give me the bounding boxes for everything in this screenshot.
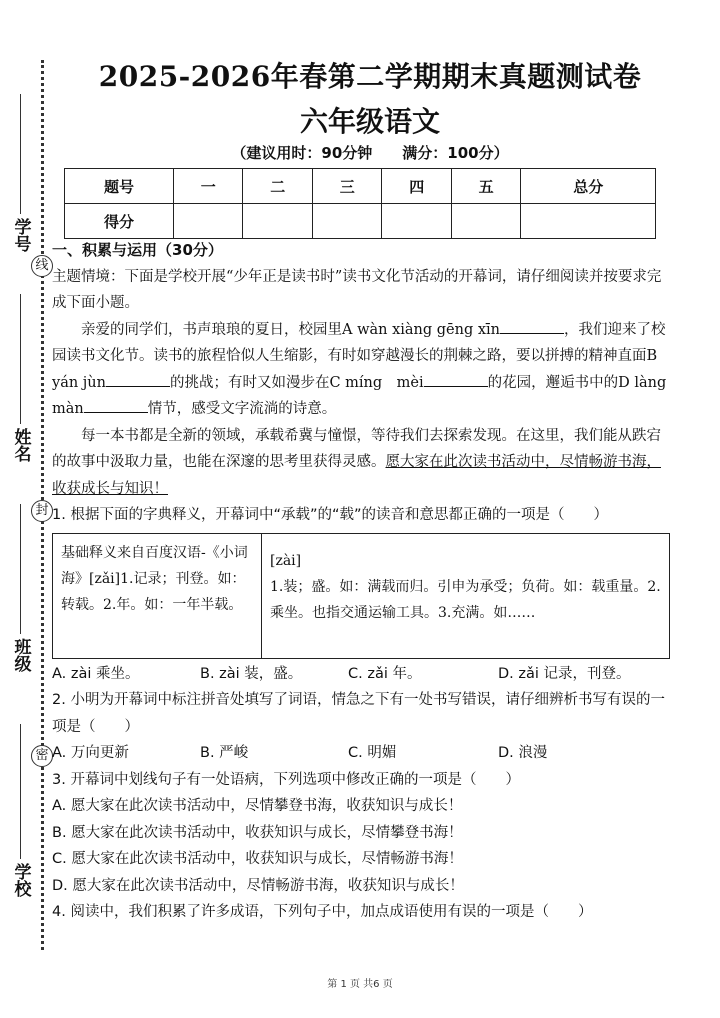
passage-paragraph-2 xyxy=(52,423,670,503)
score-row-label: 得分 xyxy=(65,204,174,239)
class-field xyxy=(8,500,32,672)
class-rule xyxy=(20,504,21,634)
student-id-label: 学号 xyxy=(10,218,31,252)
score-header-cell: 二 xyxy=(243,169,312,204)
dictionary-definition: 1.装；盛。如：满载而归。引申为承受；负荷。如：载重量。2.乘坐。也指交通运输工具。3.充满。如…… xyxy=(270,578,661,621)
score-table xyxy=(64,168,656,239)
option-b[interactable]: B. 愿大家在此次读书活动中，收获知识与成长，尽情攀登书海！ xyxy=(52,824,463,841)
page-title: 2025-2026年春第二学期期末真题测试卷 xyxy=(98,60,642,93)
option-c[interactable]: C. 明媚 xyxy=(348,745,397,761)
score-header-cell: 四 xyxy=(382,169,451,204)
passage-text: ，我们迎来了校园读书文化节。读书的旅程恰似人生缩影，有时如穿越漫长的荆棘之路，要以拼搏的精神直面B yán jùn xyxy=(52,321,666,391)
score-table-score-row xyxy=(65,204,656,239)
dictionary-right xyxy=(262,534,669,658)
fill-blank-c[interactable] xyxy=(424,372,488,387)
name-rule xyxy=(20,294,21,424)
score-input-cell[interactable] xyxy=(243,204,312,239)
name-label: 姓名 xyxy=(10,428,31,462)
fill-blank-a[interactable] xyxy=(500,319,564,334)
question-1-stem: 1. 根据下面的字典释义，开幕词中“承载”的“载”的读音和意思都正确的一项是（ ） xyxy=(52,507,608,523)
score-input-cell[interactable] xyxy=(312,204,381,239)
option-c[interactable]: C. 愿大家在此次读书活动中，收获知识与成长，尽情畅游书海！ xyxy=(52,851,463,867)
seal-seal: 封 xyxy=(31,500,53,522)
page-subtitle: 六年级语文 xyxy=(299,105,440,138)
option-a[interactable]: A. 万向更新 xyxy=(52,745,129,761)
option-b[interactable]: B. zài 装，盛。 xyxy=(200,665,303,682)
student-id-rule xyxy=(20,94,21,214)
class-label: 班级 xyxy=(10,638,31,672)
score-input-cell[interactable] xyxy=(382,204,451,239)
option-a[interactable]: A. 愿大家在此次读书活动中，尽情攀登书海，收获知识与成长！ xyxy=(52,798,463,814)
fill-blank-b[interactable] xyxy=(106,372,170,387)
option-d[interactable]: D. 愿大家在此次读书活动中，尽情畅游书海，收获知识与成长！ xyxy=(52,877,464,894)
passage-text: 的花园，邂逅书中的D làng màn xyxy=(52,374,681,417)
question-2-options xyxy=(52,740,670,767)
question-4-stem: 4. 阅读中，我们积累了许多成语，下列句子中，加点成语使用有误的一项是（ ） xyxy=(52,904,593,920)
question-3-stem: 3. 开幕词中划线句子有一处语病，下列选项中修改正确的一项是（ ） xyxy=(52,771,520,788)
score-header-cell: 五 xyxy=(451,169,520,204)
question-1-options xyxy=(52,661,670,688)
seal-secret: 密 xyxy=(31,745,53,767)
question-2-stem: 2. 小明为开幕词中标注拼音处填写了词语，情急之下有一处书写错误，请仔细辨析书写有误的一项是（ ） xyxy=(52,692,665,735)
dictionary-pinyin: [zài] xyxy=(270,552,302,569)
dictionary-box xyxy=(52,533,670,659)
passage-text: 情节，感受文字流淌的诗意。 xyxy=(147,401,337,417)
school-rule xyxy=(20,724,21,859)
score-input-cell[interactable] xyxy=(521,204,656,239)
option-a[interactable]: A. zài 乘坐。 xyxy=(52,665,140,682)
score-input-cell[interactable] xyxy=(451,204,520,239)
passage-text: 亲爱的同学们，书声琅琅的夏日，校园里A wàn xiàng gēng xīn xyxy=(81,321,501,338)
score-table-header-row xyxy=(65,169,656,204)
school-field xyxy=(8,720,32,897)
score-header-cell: 三 xyxy=(312,169,381,204)
passage-text: 的挑战；有时又如漫步在C míng mèi xyxy=(169,374,424,391)
passage-text: 每一本书都是全新的领域，承载希冀与憧憬，等待我们去探索发现。在这里，我们能从跌宕的故事中汲取力量，也能在深邃的思考里获得灵感。 xyxy=(52,427,661,470)
score-header-cell: 一 xyxy=(174,169,243,204)
underlined-sentence: 愿大家在此次读书活动中，尽情畅游书海，收获成长与知识！ xyxy=(52,454,661,497)
exam-info: （建议用时：90分钟 满分：100分） xyxy=(231,144,509,162)
school-label: 学校 xyxy=(10,863,31,897)
option-c[interactable]: C. zǎi 年。 xyxy=(348,665,422,682)
option-d[interactable]: D. zǎi 记录，刊登。 xyxy=(498,665,631,682)
fill-blank-d[interactable] xyxy=(84,398,148,413)
passage-paragraph-1 xyxy=(52,317,681,423)
option-d[interactable]: D. 浪漫 xyxy=(498,745,548,761)
exam-content xyxy=(52,237,681,926)
student-id-field xyxy=(8,90,32,252)
section-heading: 一、积累与运用（30分） xyxy=(52,241,223,259)
name-field xyxy=(8,290,32,462)
binding-margin xyxy=(0,0,56,1018)
seal-line: 线 xyxy=(31,255,53,277)
score-header-cell: 题号 xyxy=(65,169,174,204)
scenario-context: 主题情境：下面是学校开展“少年正是读书时”读书文化节活动的开幕词，请仔细阅读并按要求完成下面小题。 xyxy=(52,268,662,311)
score-input-cell[interactable] xyxy=(174,204,243,239)
dictionary-left: 基础释义来自百度汉语-《小词海》[zǎi]1.记录；刊登。如：转载。2.年。如：一年半载。 xyxy=(53,534,262,658)
score-header-cell: 总分 xyxy=(521,169,656,204)
page-footer: 第 1 页 共6 页 xyxy=(327,979,393,990)
option-b[interactable]: B. 严峻 xyxy=(200,745,249,761)
